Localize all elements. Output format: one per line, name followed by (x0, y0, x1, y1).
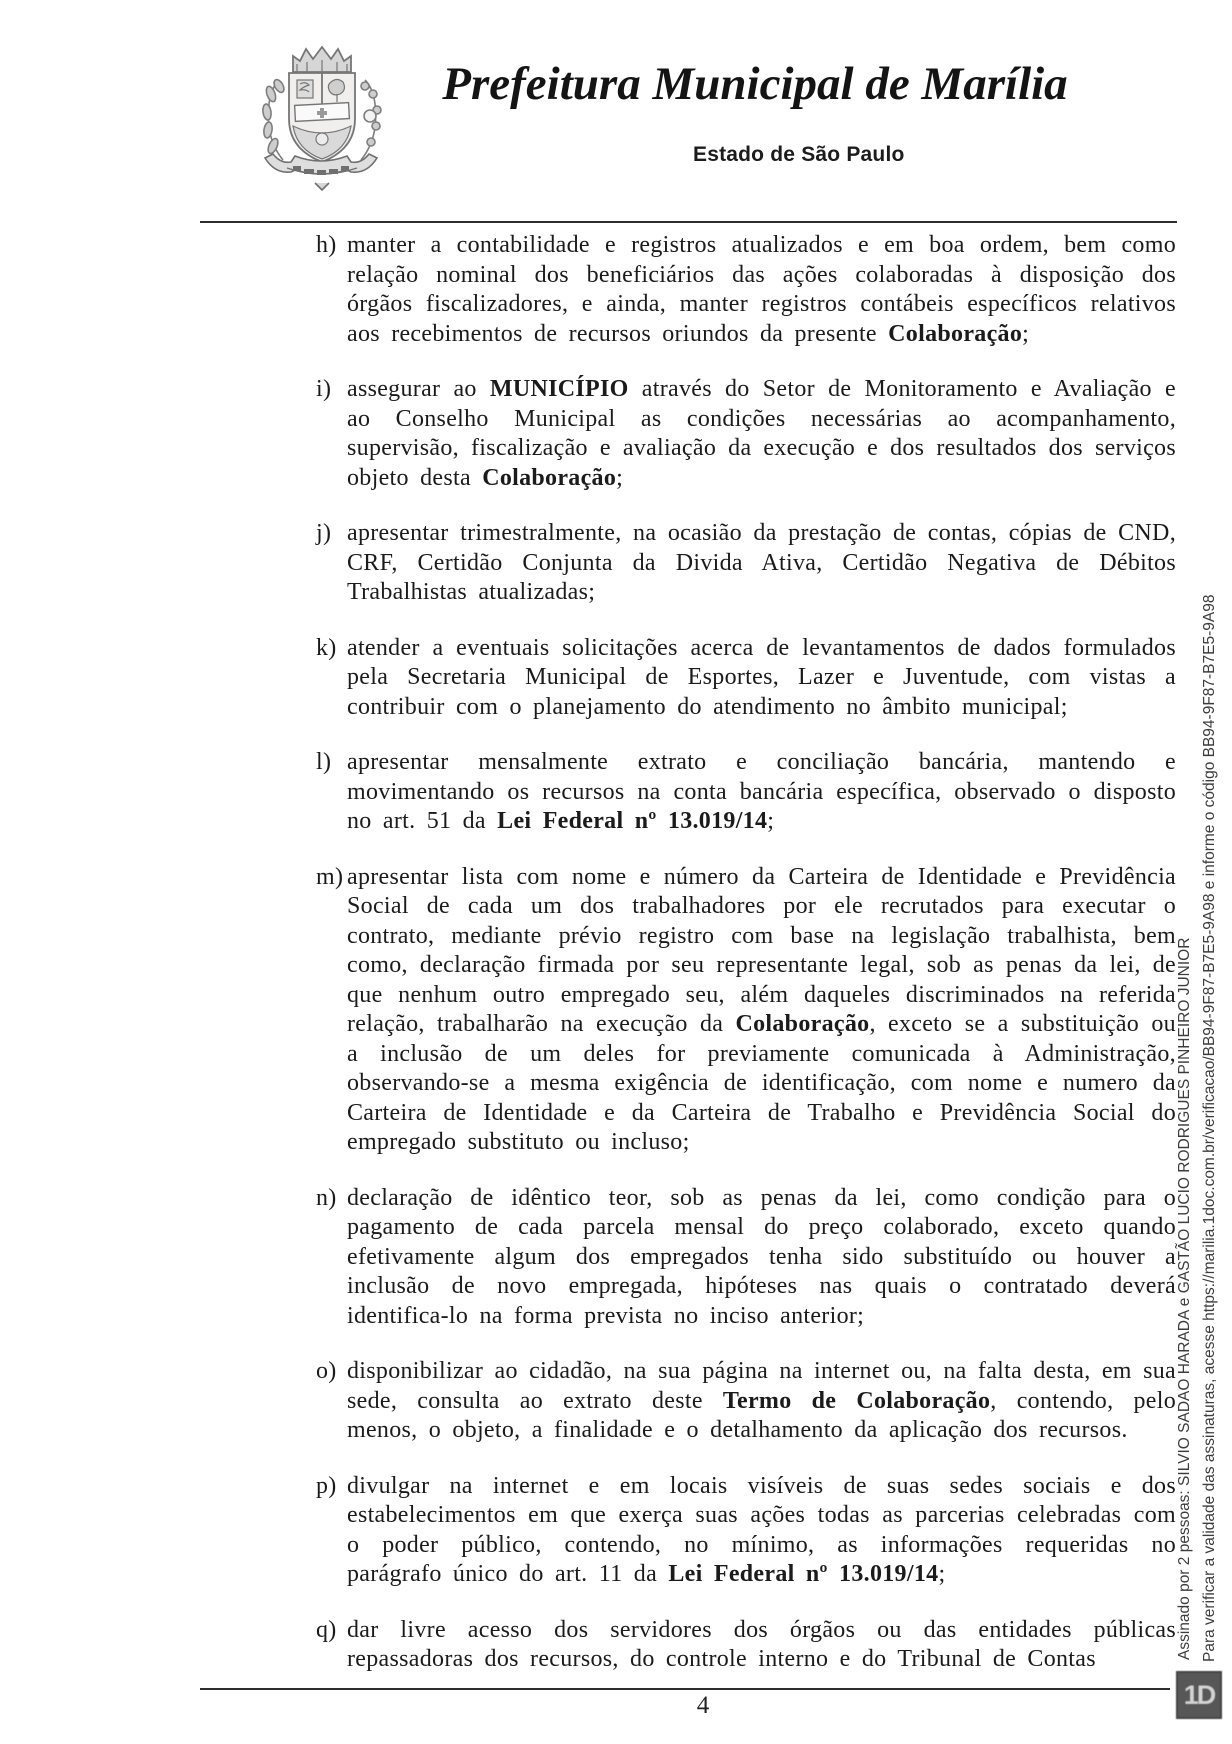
clause-text-segment: ; (616, 464, 624, 491)
clause-item-p (316, 1472, 1176, 1590)
coat-of-arms-icon (252, 42, 392, 194)
signature-vertical-text: Assinado por 2 pessoas: SILVIO SADAO HARADA e GASTÃO LUCIO RODRIGUES PINHEIRO JUNIOR (1176, 937, 1193, 1660)
clause-text-segment: através do Setor de Monitoramento e Avaliação e ao Conselho Municipal as condições necessárias ao acompanhamento, supervisão, fiscalização e avaliação da execução e dos resultados dos serviços objeto desta (347, 376, 1176, 491)
clause-item-q (316, 1616, 1176, 1675)
clause-text-segment: Termo de Colaboração (722, 1387, 991, 1414)
clause-text-segment: ; (767, 808, 775, 834)
clause-letter: p) (316, 1472, 337, 1499)
clause-letter: l) (316, 749, 332, 775)
clause-text-segment: ; (938, 1561, 946, 1587)
clause-text-segment: MUNICÍPIO (489, 376, 629, 402)
clause-letter: q) (316, 1616, 337, 1643)
clause-text-segment: manter a contabilidade e registros atualizados e em boa ordem, bem como relação nominal dos beneficiários das ações colaboradas à disposição dos órgãos fiscalizadores, e ainda, manter registros contábeis específicos relativos aos recebimentos de recursos oriundos da presente (347, 232, 1176, 347)
clause-letter: o) (316, 1358, 337, 1384)
clause-item-m (316, 863, 1176, 1158)
clause-text-segment: , exceto se a substituição ou a inclusão de um deles for previamente comunicada à Administração, observando-se a mesma exigência de identificação, com nome e numero da Carteira de Identidade e da Carteira de Trabalho e Previdência Social do empregado substituto ou incluso; (347, 1011, 1176, 1155)
page-number: 4 (696, 1692, 710, 1719)
clause-item-k (316, 634, 1176, 723)
clause-item-h (316, 231, 1176, 349)
letterhead-title: Prefeitura Municipal de Marília (442, 58, 1068, 110)
clause-text-segment: apresentar mensalmente extrato e conciliação bancária, mantendo e movimentando os recursos na conta bancária específica, observado o disposto no art. 51 da (347, 749, 1176, 834)
clause-text-segment: Colaboração (888, 320, 1023, 347)
clause-letter: i) (316, 376, 332, 402)
clause-text-segment: dar livre acesso dos servidores dos órgãos ou das entidades públicas repassadoras dos recursos, do controle interno e do Tribunal de Contas (347, 1616, 1176, 1672)
clause-item-l (316, 748, 1176, 837)
clause-letter: m) (316, 863, 344, 890)
clause-item-i (316, 375, 1176, 493)
clause-text-segment: assegurar ao (347, 376, 490, 402)
footer-rule (200, 1688, 1170, 1690)
1doc-logo-text: 1D (1183, 1679, 1215, 1710)
letterhead-subtitle: Estado de São Paulo (693, 143, 905, 166)
clause-letter: k) (316, 634, 337, 661)
clause-text-segment: Lei Federal nº 13.019/14 (668, 1561, 939, 1587)
header-rule (200, 221, 1177, 223)
clause-text-segment: , contendo, pelo menos, o objeto, a finalidade e o detalhamento da aplicação dos recursos. (347, 1387, 1176, 1443)
clause-item-j (316, 519, 1176, 608)
verification-vertical-text: Para verificar a validade das assinaturas, acesse https://marilia.1doc.com.br/verificacao/BB94-9F87-B7E5-9A98 e informe o código BB94-9F87-B7E5-9A98 (1201, 594, 1218, 1662)
clause-letter: h) (316, 232, 337, 258)
clause-item-o (316, 1357, 1176, 1446)
clause-text-segment: Colaboração (482, 464, 617, 491)
clauses-list (316, 231, 1176, 1701)
clause-text-segment: Lei Federal nº 13.019/14 (497, 808, 768, 834)
clause-text-segment: atender a eventuais solicitações acerca de levantamentos de dados formulados pela Secretaria Municipal de Esportes, Lazer e Juventude, com vistas a contribuir com o planejamento do atendimento no âmbito municipal; (347, 634, 1176, 720)
clause-text-segment: apresentar trimestralmente, na ocasião da prestação de contas, cópias de CND, CRF, Certidão Conjunta da Divida Ativa, Certidão Negativa de Débitos Trabalhistas atualizadas; (347, 520, 1176, 605)
clause-item-n (316, 1184, 1176, 1332)
clause-text-segment: disponibilizar ao cidadão, na sua página na internet ou, na falta desta, em sua sede, consulta ao extrato deste (347, 1358, 1176, 1414)
1doc-logo (1176, 1671, 1222, 1719)
clause-letter: j) (316, 520, 332, 546)
clause-text-segment: divulgar na internet e em locais visíveis de suas sedes sociais e dos estabelecimentos em que exerça suas ações todas as parcerias celebradas com o poder público, contendo, no mínimo, as informações requeridas no parágrafo único do art. 11 da (347, 1472, 1176, 1587)
clause-text-segment: ; (1022, 320, 1030, 347)
clause-text-segment: Colaboração (735, 1011, 870, 1037)
clause-text-segment: declaração de idêntico teor, sob as penas da lei, como condição para o pagamento de cada parcela mensal do preço colaborado, exceto quando efetivamente algum dos empregados tenha sido substituído ou houver a inclusão de novo empregada, hipóteses nas quais o contratado deverá identifica-lo na forma prevista no inciso anterior; (347, 1184, 1176, 1329)
clause-text-segment: apresentar lista com nome e número da Carteira de Identidade e Previdência Social de cada um dos trabalhadores por ele recrutados para executar o contrato, mediante prévio registro com base na legislação trabalhista, bem como, declaração firmada por seu representante legal, sob as penas da lei, de que nenhum outro empregado seu, além daqueles discriminados na referida relação, trabalharão na execução da (347, 863, 1176, 1037)
clause-letter: n) (316, 1184, 337, 1211)
